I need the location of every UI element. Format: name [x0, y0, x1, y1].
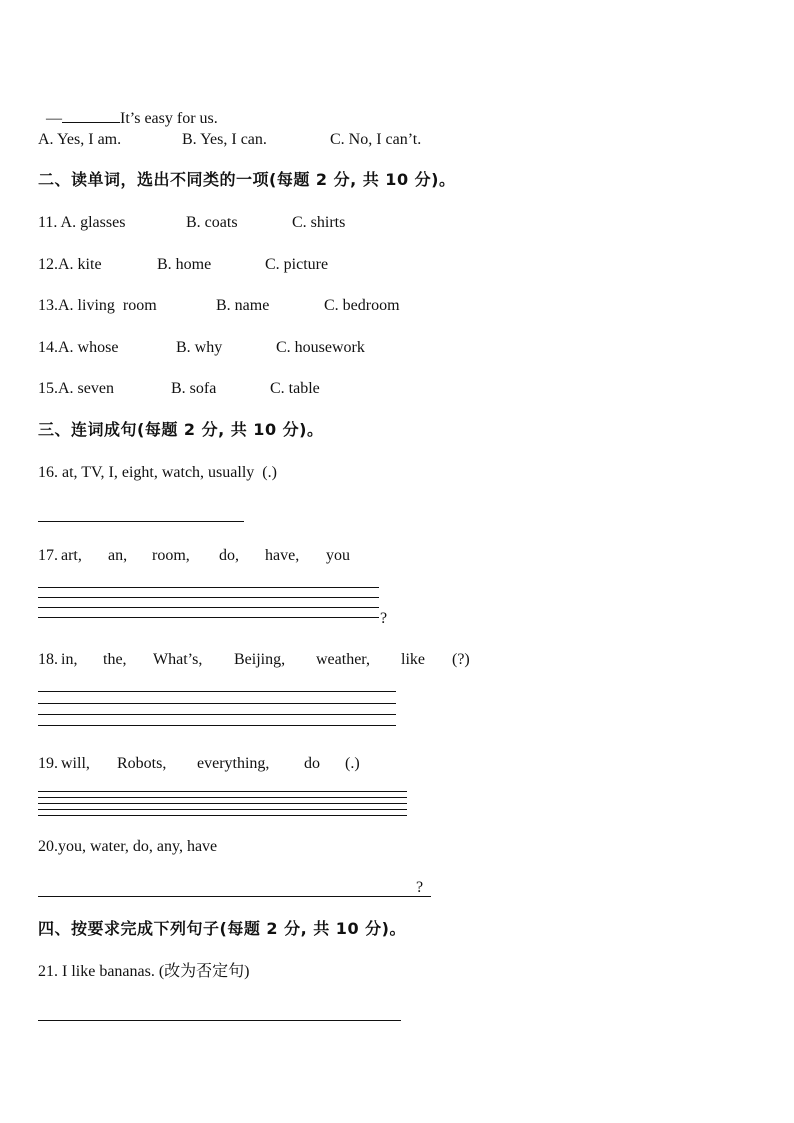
q17-answer-line[interactable]: [38, 617, 379, 618]
q17-word: art,: [61, 547, 82, 564]
q19-answer-line[interactable]: [38, 809, 407, 810]
option-b: B. home: [157, 256, 212, 273]
section-3-title: 三、连词成句(每题 2 分, 共 10 分)。: [38, 420, 324, 439]
q18-answer-line[interactable]: [38, 714, 396, 715]
item-12: [38, 255, 102, 275]
q18-answer-line[interactable]: [38, 703, 396, 704]
item-11: [38, 213, 125, 233]
answer-blank[interactable]: [62, 108, 120, 123]
option-a: A. Yes, I am.: [38, 131, 122, 148]
q18-word: the,: [103, 651, 127, 668]
question-text: It’s easy for us.: [120, 110, 218, 127]
q21-text: 21. I like bananas. (改为否定句): [38, 963, 250, 980]
q16-text: 16. at, TV, I, eight, watch, usually (.): [38, 464, 277, 481]
q16-answer-line[interactable]: [38, 521, 244, 522]
q18-answer-line[interactable]: [38, 725, 396, 726]
q19-answer-line[interactable]: [38, 797, 407, 798]
item-13: [38, 296, 157, 316]
q18-word: weather,: [316, 651, 370, 668]
option-c: C. bedroom: [324, 297, 400, 314]
q19-answer-line[interactable]: [38, 815, 407, 816]
q17-word: have,: [265, 547, 300, 564]
option-b: B. name: [216, 297, 270, 314]
q19-word: do: [304, 755, 320, 772]
q17-answer-line[interactable]: [38, 587, 379, 588]
option-a: A. whose: [58, 339, 119, 356]
q19-word: Robots,: [117, 755, 167, 772]
q20-text: 20.you, water, do, any, have: [38, 838, 218, 855]
q18-word: like: [401, 651, 425, 668]
option-a: A. glasses: [60, 214, 126, 231]
q18-number: 18.: [38, 651, 58, 668]
q17-word: do,: [219, 547, 239, 564]
question-line: [38, 88, 218, 129]
option-c: C. picture: [265, 256, 329, 273]
q18-word: What’s,: [153, 651, 203, 668]
q20-question-mark: ?: [416, 879, 424, 896]
q17-word: an,: [108, 547, 128, 564]
option-b: B. coats: [186, 214, 238, 231]
dash: —: [46, 110, 62, 127]
section-2-title: 二、读单词，选出不同类的一项(每题 2 分, 共 10 分)。: [38, 170, 456, 189]
q18-word: in,: [61, 651, 78, 668]
q18-word: Beijing,: [234, 651, 286, 668]
q19-number: 19.: [38, 755, 58, 772]
item-number: 15.: [38, 380, 58, 397]
q17-word: room,: [152, 547, 190, 564]
q19-word: everything,: [197, 755, 270, 772]
item-number: 12.: [38, 256, 58, 273]
item-number: 13.: [38, 297, 58, 314]
item-14: [38, 338, 118, 358]
q17-answer-line[interactable]: [38, 607, 379, 608]
option-c: C. table: [270, 380, 320, 397]
q17-question-mark: ?: [380, 610, 388, 627]
option-b: B. Yes, I can.: [182, 131, 267, 148]
option-c: C. No, I can’t.: [330, 131, 422, 148]
q21-answer-line[interactable]: [38, 1020, 401, 1021]
option-c: C. shirts: [292, 214, 346, 231]
q19-answer-line[interactable]: [38, 791, 407, 792]
option-a: A. living room: [58, 297, 157, 314]
q19-word: (.): [345, 755, 360, 772]
q17-word: you: [326, 547, 350, 564]
q19-answer-line[interactable]: [38, 803, 407, 804]
q20-answer-line[interactable]: [38, 896, 431, 897]
option-a: A. kite: [58, 256, 102, 273]
item-15: [38, 379, 114, 399]
q17-number: 17.: [38, 547, 58, 564]
item-number: 14.: [38, 339, 58, 356]
option-a: A. seven: [58, 380, 114, 397]
q18-word: (?): [452, 651, 470, 668]
section-4-title: 四、按要求完成下列句子(每题 2 分, 共 10 分)。: [38, 919, 406, 938]
q18-answer-line[interactable]: [38, 691, 396, 692]
option-b: B. sofa: [171, 380, 217, 397]
q17-answer-line[interactable]: [38, 597, 379, 598]
q19-word: will,: [61, 755, 90, 772]
option-c: C. housework: [276, 339, 365, 356]
option-b: B. why: [176, 339, 223, 356]
item-number: 11.: [38, 214, 58, 231]
